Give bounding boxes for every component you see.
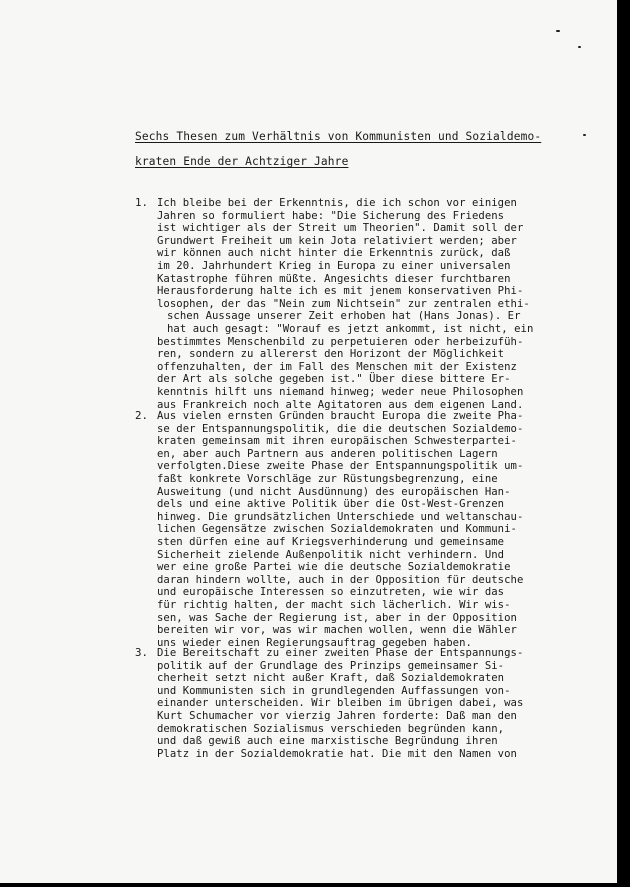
text-line: Platz in der Sozialdemokratie hat. Die mit den Namen von — [157, 747, 517, 760]
thesis-text — [157, 647, 567, 760]
text-line: Sicherheit zielende Außenpolitik nicht verhindern. Und — [157, 548, 505, 561]
text-line: ist wichtiger als der Streit um Theorien". Damit soll der — [157, 222, 524, 235]
thesis-number: 2. — [135, 409, 149, 422]
text-line: verfolgten.Diese zweite Phase der Entspannungspolitik um- — [157, 460, 524, 473]
text-line: Kurt Schumacher vor vierzig Jahren forderte: Daß man den — [157, 709, 517, 722]
title-line: Sechs Thesen zum Verhältnis von Kommunisten und Sozialdemo- — [135, 130, 542, 143]
text-line: ren, sondern zu allererst den Horizont der Möglichkeit — [157, 348, 505, 361]
text-line: se der Entspannungspolitik, die die deutschen Sozialdemo- — [157, 422, 524, 435]
text-line: daran hindern wollte, auch in der Opposition für deutsche — [157, 573, 524, 586]
text-line: Ich bleibe bei der Erkenntnis, die ich schon vor einigen — [157, 197, 517, 209]
text-line: der Art als solche gegeben ist." Über diese bittere Er- — [157, 373, 511, 386]
text-line: offenzuhalten, der im Fall des Menschen mit der Existenz — [157, 360, 517, 373]
text-line: Die Bereitschaft zu einer zweiten Phase der Entspannungs- — [157, 647, 524, 659]
text-line: losophen, der das "Nein zum Nichtsein" zur zentralen ethi- — [157, 297, 530, 310]
title-line: kraten Ende der Achtziger Jahre — [135, 155, 349, 168]
text-line: im 20. Jahrhundert Krieg in Europa zu einer universalen — [157, 259, 511, 272]
text-line: hat auch gesagt: "Worauf es jetzt ankommt, ist nicht, ein — [167, 322, 534, 335]
text-line: demokratischen Sozialismus verschieden begründen kann, — [157, 722, 505, 735]
thesis-number: 3. — [135, 646, 149, 659]
text-line: politik auf der Grundlage des Prinzips gemeinsamer Si- — [157, 659, 505, 672]
text-line: Jahren so formuliert habe: "Die Sicherung des Friedens — [157, 209, 505, 222]
text-line: kenntnis hilft uns niemand hinweg; weder neue Philosophen — [157, 385, 524, 398]
text-line: bereiten wir vor, was wir machen wollen, wenn die Wähler — [157, 624, 517, 637]
scan-speck — [578, 46, 581, 48]
text-line: schen Aussage unserer Zeit erhoben hat (Hans Jonas). Er — [167, 310, 521, 323]
document-title — [135, 124, 565, 174]
text-line: Aus vielen ernsten Gründen braucht Europa die zweite Pha- — [157, 410, 524, 422]
text-line: lichen Gegensätze zwischen Sozialdemokraten und Kommuni- — [157, 523, 517, 536]
text-line: bestimmtes Menschenbild zu perpetuieren oder herbeizufüh- — [157, 335, 524, 348]
text-line: sen, was Sache der Regierung ist, aber in der Opposition — [157, 611, 517, 624]
text-line: für richtig halten, der macht sich lächerlich. Wir wis- — [157, 598, 511, 611]
text-line: Katastrophe führen müßte. Angesichts dieser furchtbaren — [157, 272, 511, 285]
thesis-number: 1. — [135, 196, 149, 209]
text-line: Grundwert Freiheit um kein Jota relativiert werden; aber — [157, 234, 517, 247]
text-line: Ausweitung (und nicht Ausdünnung) des europäischen Han- — [157, 485, 511, 498]
text-line: en, aber auch Partnern aus anderen politischen Lagern — [157, 447, 498, 460]
text-line: Herausforderung halte ich es mit jenem konservativen Phi- — [157, 285, 524, 298]
text-line: dels und eine aktive Politik über die Ost-West-Grenzen — [157, 498, 505, 511]
scan-border — [617, 0, 630, 887]
text-line: und europäische Interessen so einzutreten, wie wir das — [157, 586, 505, 599]
text-line: und Kommunisten sich in grundlegenden Auffassungen von- — [157, 684, 511, 697]
thesis-text — [157, 197, 567, 411]
text-line: sten dürfen eine auf Kriegsverhinderung und gemeinsame — [157, 535, 505, 548]
text-line: kraten gemeinsam mit ihren europäischen Schwesterpartei- — [157, 435, 517, 448]
text-line: wer eine große Partei wie die deutsche Sozialdemokratie — [157, 561, 511, 574]
text-line: wir können auch nicht hinter die Erkenntnis zurück, daß — [157, 247, 511, 260]
scan-speck — [583, 134, 586, 136]
thesis-text — [157, 410, 567, 649]
scan-speck — [556, 30, 560, 32]
text-line: einander unterscheiden. Wir bleiben im übrigen dabei, was — [157, 697, 524, 710]
text-line: und daß gewiß auch eine marxistische Begründung ihren — [157, 735, 498, 748]
text-line: aus Frankreich noch alte Agitatoren aus dem eigenen Land. — [157, 398, 524, 411]
text-line: cherheit setzt nicht außer Kraft, daß Sozialdemokraten — [157, 672, 505, 685]
text-line: uns wieder einen Regierungsauftrag gegeben haben. — [157, 636, 472, 649]
text-line: hinweg. Die grundsätzlichen Unterschiede und weltanschau- — [157, 510, 524, 523]
text-line: faßt konkrete Vorschläge zur Rüstungsbegrenzung, eine — [157, 472, 498, 485]
